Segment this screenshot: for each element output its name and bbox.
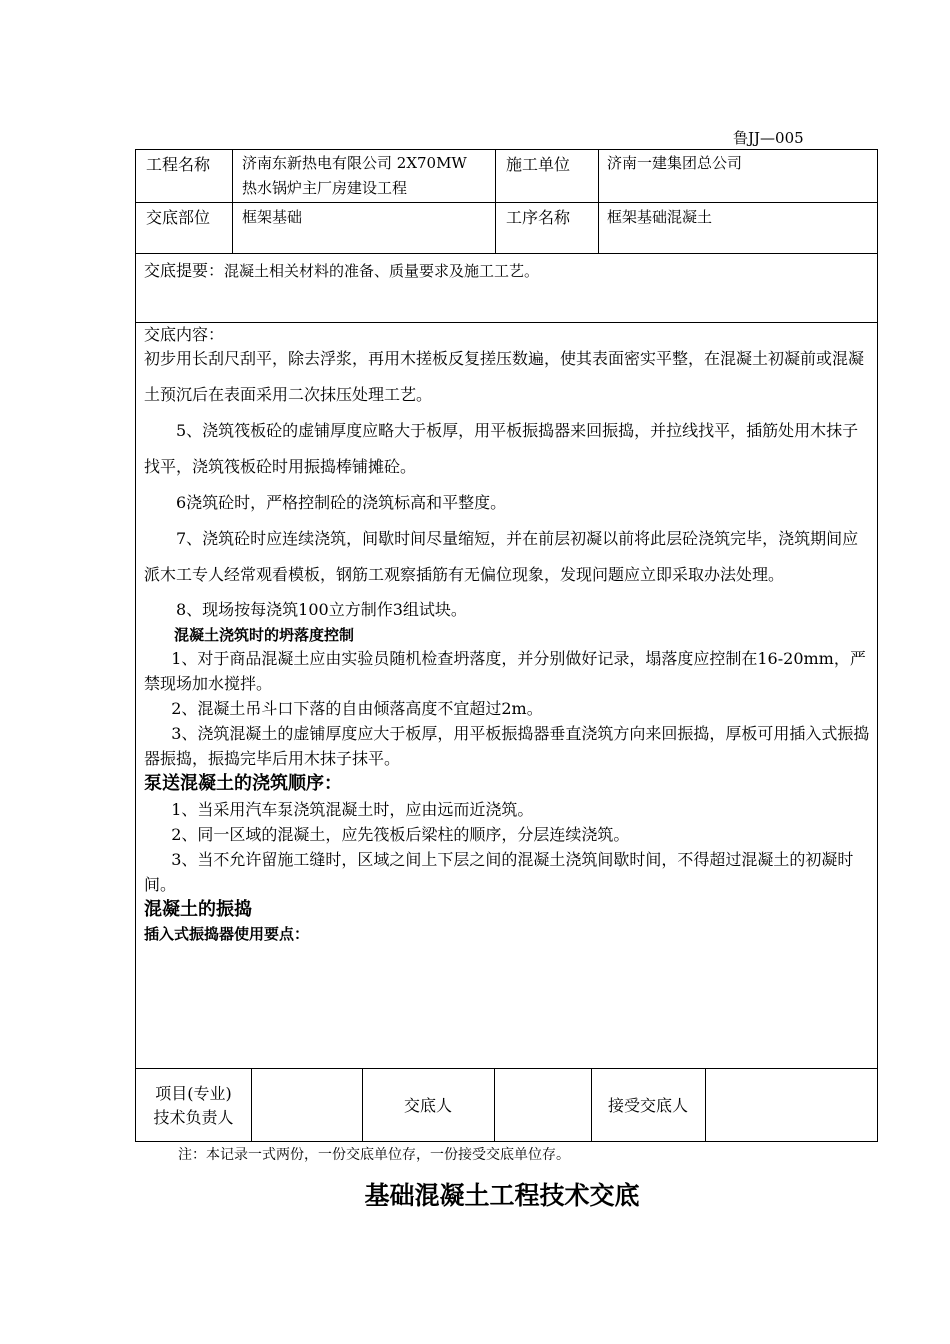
row-divider xyxy=(136,202,877,203)
process-name-label: 工序名称 xyxy=(506,208,571,227)
col-divider xyxy=(495,150,496,253)
row-divider xyxy=(136,253,877,254)
tech-lead-line1: 项目(专业) xyxy=(155,1084,232,1103)
content-paragraph: 3、当不允许留施工缝时，区域之间上下层之间的混凝土浇筑间歇时间，不得超过混凝土的初凝时间。 xyxy=(144,850,854,894)
construction-unit-value: 济南一建集团总公司 xyxy=(607,154,743,172)
content-paragraph: 初步用长刮尺刮平，除去浮浆，再用木搓板反复搓压数遍，使其表面密实平整，在混凝土初凝前或混凝土预沉后在表面采用二次抹压处理工艺。 xyxy=(144,349,865,404)
tech-lead-label xyxy=(136,1082,251,1130)
discloser-label: 交底人 xyxy=(403,1096,452,1115)
tech-lead-line2: 技术负责人 xyxy=(153,1108,234,1127)
summary xyxy=(144,258,539,284)
col-divider xyxy=(598,150,599,253)
content-paragraph: 8、现场按每浇筑100立方制作3组试块。 xyxy=(176,600,467,619)
content-paragraph: 7、浇筑砼时应连续浇筑，间歇时间尽量缩短，并在前层初凝以前将此层砼浇筑完毕，浇筑期间应派木工专人经常观看模板，钢筋工观察插筋有无偏位现象，发现问题应立即采取办法处理。 xyxy=(144,529,859,584)
row-divider xyxy=(136,1068,877,1069)
disclosure-part-value: 框架基础 xyxy=(242,208,303,226)
project-name-line2: 热水锅炉主厂房建设工程 xyxy=(242,179,408,197)
col-divider xyxy=(494,1068,495,1142)
document-number: 鲁JJ—005 xyxy=(733,129,804,147)
content-paragraph: 2、同一区域的混凝土，应先筏板后梁柱的顺序，分层连续浇筑。 xyxy=(171,825,630,844)
content-label: 交底内容： xyxy=(144,325,225,344)
vibrate-heading: 混凝土的振捣 xyxy=(144,899,252,920)
disclosure-part-label: 交底部位 xyxy=(146,208,211,227)
construction-unit-label: 施工单位 xyxy=(506,155,571,174)
document-title: 基础混凝土工程技术交底 xyxy=(364,1181,640,1210)
content-paragraph: 5、浇筑筏板砼的虚铺厚度应略大于板厚，用平板振捣器来回振捣，并拉线找平，插筋处用木抹子找平，浇筑筏板砼时用振捣棒铺摊砼。 xyxy=(144,421,859,476)
content-paragraph: 2、混凝土吊斗口下落的自由倾落高度不宜超过2m。 xyxy=(171,699,543,718)
project-name-label: 工程名称 xyxy=(146,155,211,174)
summary-text: 混凝土相关材料的准备、质量要求及施工工艺。 xyxy=(224,262,540,280)
slump-heading: 混凝土浇筑时的坍落度控制 xyxy=(174,626,355,644)
disclosure-content xyxy=(144,322,872,945)
footnote: 注：本记录一式两份，一份交底单位存，一份接受交底单位存。 xyxy=(178,1147,570,1163)
content-paragraph: 6浇筑砼时，严格控制砼的浇筑标高和平整度。 xyxy=(176,493,507,512)
content-paragraph: 1、对于商品混凝土应由实验员随机检查坍落度，并分别做好记录，塌落度应控制在16-20mm，严禁现场加水搅拌。 xyxy=(144,649,866,693)
receiver-label: 接受交底人 xyxy=(607,1096,688,1115)
summary-label: 交底提要： xyxy=(144,261,225,280)
pump-heading: 泵送混凝土的浇筑顺序： xyxy=(144,773,342,794)
col-divider xyxy=(251,1068,252,1142)
content-paragraph: 1、当采用汽车泵浇筑混凝土时，应由远而近浇筑。 xyxy=(171,800,534,819)
project-name-value xyxy=(242,151,492,201)
vibrate-subheading: 插入式振捣器使用要点： xyxy=(144,925,310,943)
col-divider xyxy=(705,1068,706,1142)
content-paragraph: 3、浇筑混凝土的虚铺厚度应大于板厚，用平板振捣器垂直浇筑方向来回振捣，厚板可用插入式振捣器振捣，振捣完毕后用木抹子抹平。 xyxy=(144,724,870,768)
project-name-line1: 济南东新热电有限公司 2X70MW xyxy=(242,154,467,172)
process-name-value: 框架基础混凝土 xyxy=(607,208,713,226)
disclosure-form xyxy=(135,149,878,1142)
col-divider xyxy=(232,150,233,253)
